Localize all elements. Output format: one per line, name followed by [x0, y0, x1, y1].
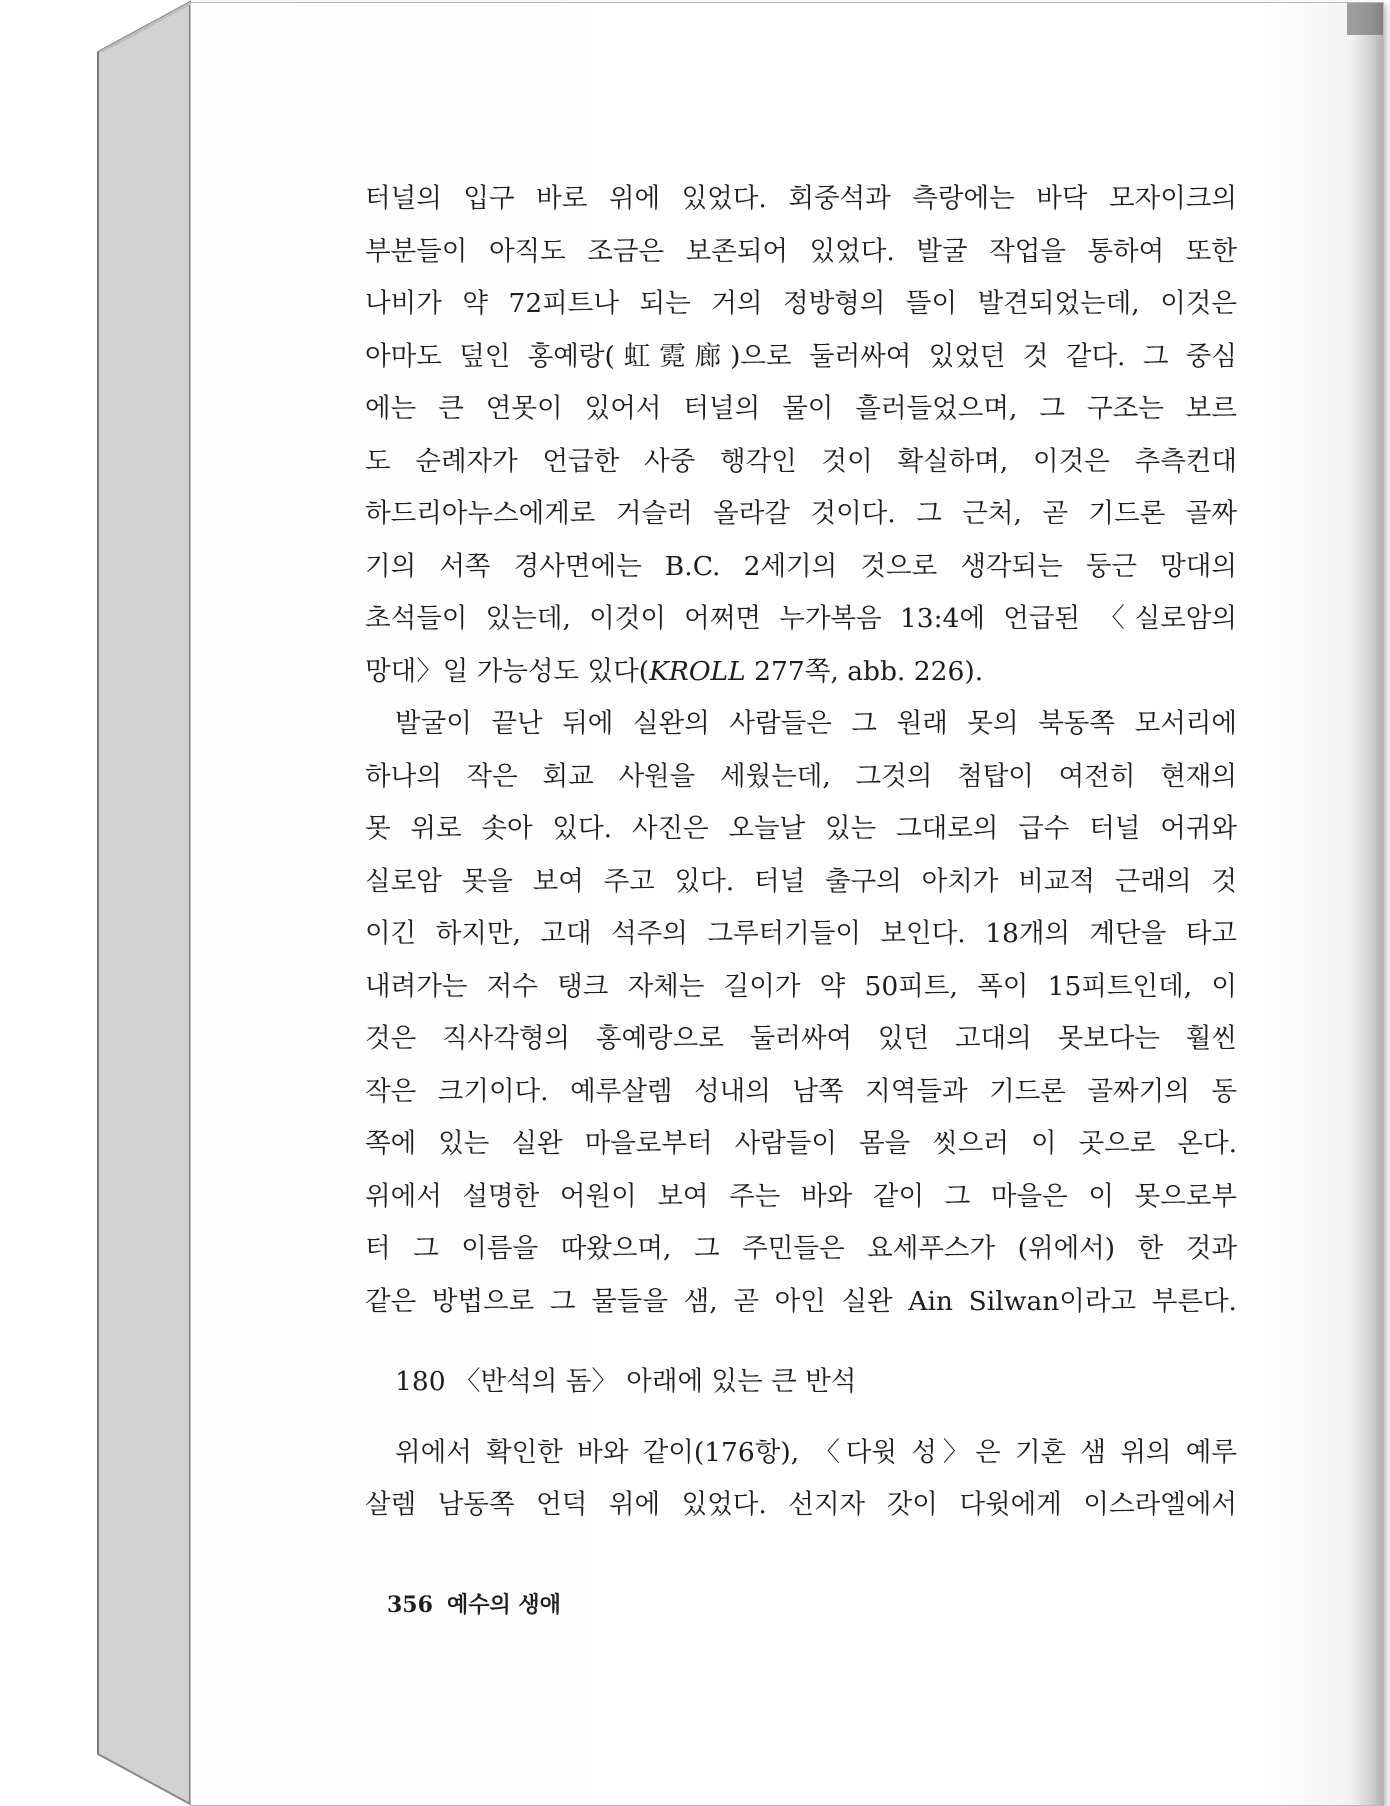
text-line: 위에서 확인한 바와 같이(176항), 〈다윗 성〉은 기혼 샘 위의 예루	[395, 1436, 1237, 1468]
paragraph-3	[365, 1427, 1237, 1532]
text-line: 살렘 남동쪽 언덕 위에 있었다. 선지자 갓이 다윗에게 이스라엘에서	[365, 1489, 1237, 1520]
text-line: 같은 방법으로 그 물들을 샘, 곧 아인 실완 Ain Silwan이라고 부른다.	[365, 1285, 1237, 1317]
paragraph-2	[365, 698, 1237, 1328]
text-line: 나비가 약 72피트나 되는 거의 정방형의 뜰이 발견되었는데, 이것은	[365, 288, 1237, 319]
citation-author: KROLL	[649, 655, 746, 687]
running-title: 예수의 생애	[446, 1593, 561, 1618]
text-fragment: 망대〉일 가능성도 있다(	[365, 655, 650, 687]
text-line: 것은 직사각형의 홍예랑으로 둘러싸여 있던 고대의 못보다는 훨씬	[365, 1023, 1237, 1054]
book-page	[190, 2, 1384, 1806]
text-fragment: 277쪽, abb. 226).	[745, 655, 984, 687]
text-line: 기의 서쪽 경사면에는 B.C. 2세기의 것으로 생각되는 둥근 망대의	[365, 550, 1237, 582]
text-line: 터널의 입구 바로 위에 있었다. 회중석과 측랑에는 바닥 모자이크의	[365, 183, 1237, 214]
text-line: 터 그 이름을 따왔으며, 그 주민들은 요세푸스가 (위에서) 한 것과	[365, 1233, 1237, 1264]
section-heading: 180 〈반석의 돔〉 아래에 있는 큰 반석	[395, 1366, 857, 1397]
text-line: 아마도 덮인 홍예랑(虹霓廊)으로 둘러싸여 있었던 것 같다. 그 중심	[365, 340, 1237, 372]
text-line: 이긴 하지만, 고대 석주의 그루터기들이 보인다. 18개의 계단을 타고	[365, 918, 1237, 949]
text-line: 하나의 작은 회교 사원을 세웠는데, 그것의 첨탑이 여전히 현재의	[365, 760, 1237, 792]
text-line: 발굴이 끝난 뒤에 실완의 사람들은 그 원래 못의 북동쪽 모서리에	[395, 708, 1237, 739]
text-line: 초석들이 있는데, 이것이 어쩌면 누가복음 13:4에 언급된 〈실로암의	[365, 603, 1237, 634]
text-line: 에는 큰 연못이 있어서 터널의 물이 흘러들었으며, 그 구조는 보르	[365, 393, 1237, 424]
text-line: 위에서 설명한 어원이 보여 주는 바와 같이 그 마을은 이 못으로부	[365, 1180, 1237, 1212]
text-line-last	[365, 646, 1237, 699]
text-line: 도 순례자가 언급한 사중 행각인 것이 확실하며, 이것은 추측컨대	[365, 445, 1237, 477]
text-line: 쪽에 있는 실완 마을로부터 사람들이 몸을 씻으러 이 곳으로 온다.	[365, 1128, 1237, 1159]
text-line: 부분들이 아직도 조금은 보존되어 있었다. 발굴 작업을 통하여 또한	[365, 235, 1237, 267]
page-gutter-shadow	[1353, 3, 1383, 1805]
text-line: 하드리아누스에게로 거슬러 올라갈 것이다. 그 근처, 곧 기드론 골짜	[365, 498, 1237, 529]
page-number: 356	[387, 1592, 433, 1618]
text-line: 작은 크기이다. 예루살렘 성내의 남쪽 지역들과 기드론 골짜기의 동	[365, 1075, 1237, 1107]
paragraph-1	[365, 173, 1237, 698]
text-line: 내려가는 저수 탱크 자체는 길이가 약 50피트, 폭이 15피트인데, 이	[365, 970, 1237, 1002]
body-text	[365, 173, 1237, 1532]
text-line: 못 위로 솟아 있다. 사진은 오늘날 있는 그대로의 급수 터널 어귀와	[365, 813, 1237, 844]
text-line: 실로암 못을 보여 주고 있다. 터널 출구의 아치가 비교적 근래의 것	[365, 865, 1237, 897]
page-footer	[387, 1588, 561, 1619]
